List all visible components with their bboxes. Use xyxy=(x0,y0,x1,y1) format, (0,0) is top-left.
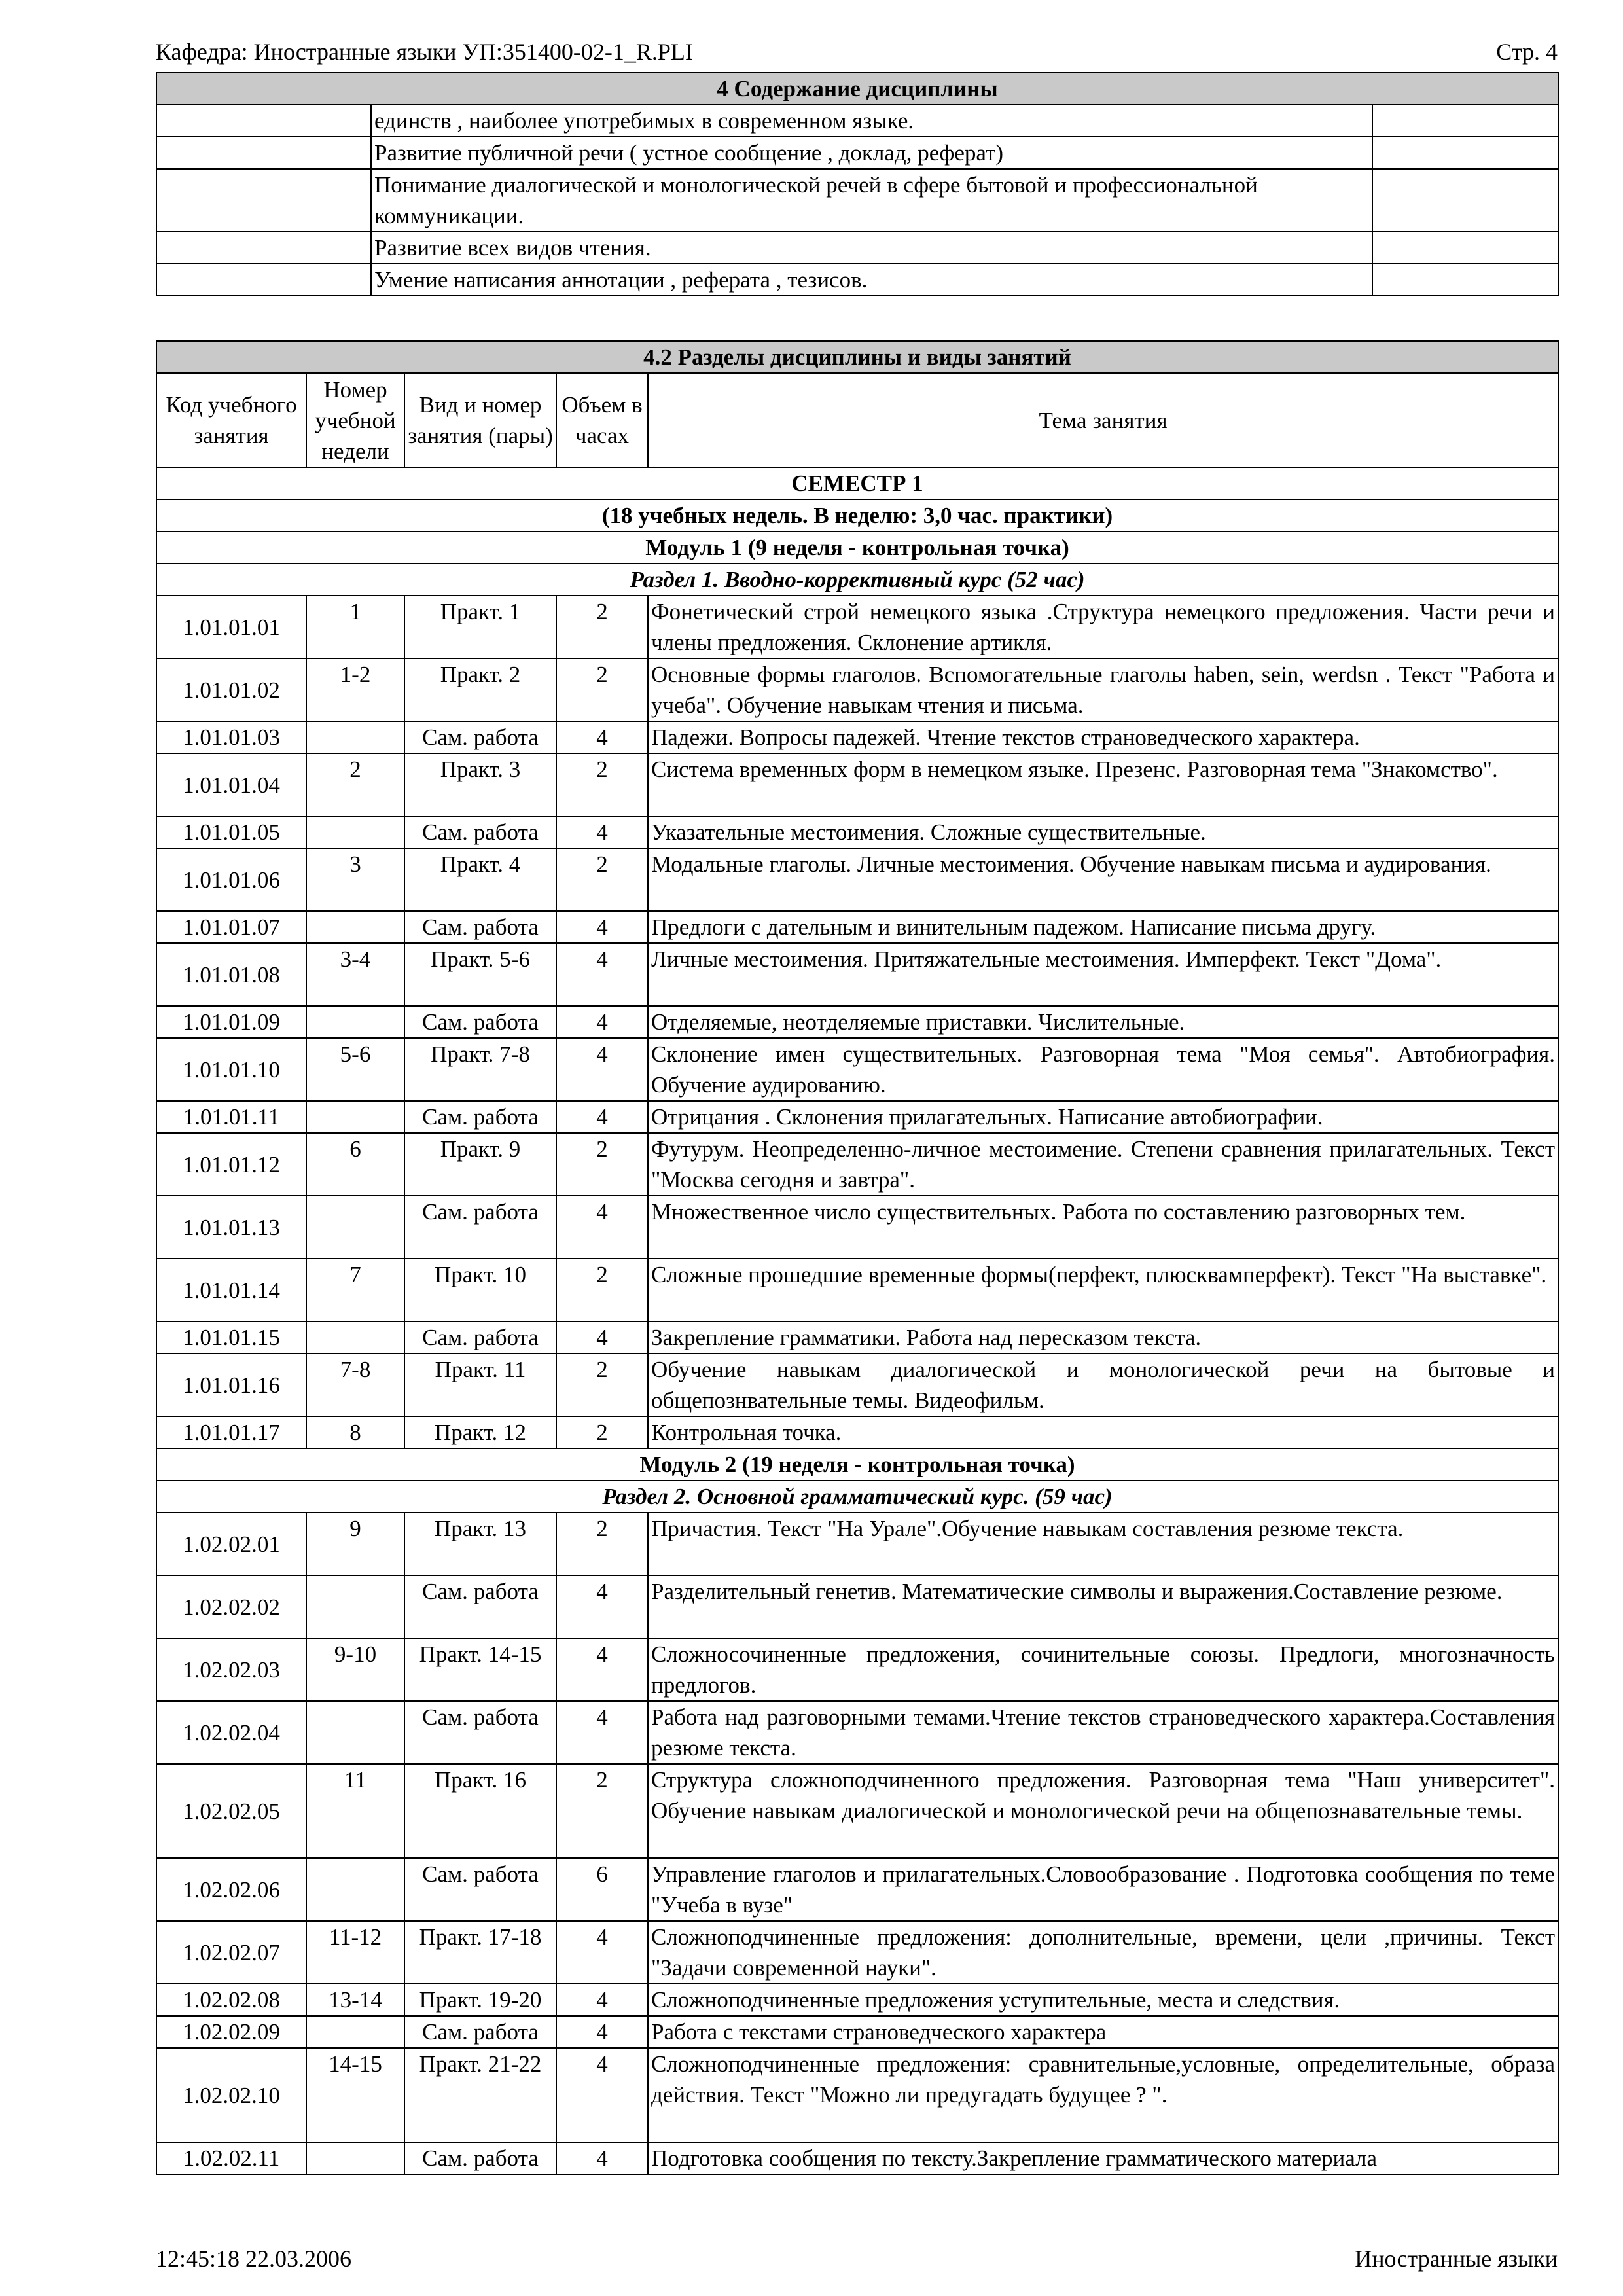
lesson-topic: Причастия. Текст "На Урале".Обучение навыкам составления резюме текста. xyxy=(648,1513,1558,1575)
lesson-code: 1.01.01.12 xyxy=(156,1133,306,1196)
content-text: Развитие всех видов чтения. xyxy=(371,232,1372,264)
lesson-code: 1.01.01.13 xyxy=(156,1196,306,1259)
col-week-header: Номер учебной недели xyxy=(306,373,404,467)
table-row xyxy=(156,1575,1558,1638)
table-row xyxy=(156,1638,1558,1701)
lesson-hours: 4 xyxy=(556,1038,648,1101)
table-row xyxy=(156,596,1558,658)
lesson-kind: Практ. 16 xyxy=(404,1764,556,1858)
content-title: 4 Содержание дисциплины xyxy=(156,73,1558,105)
sections-body xyxy=(156,467,1558,2174)
lesson-hours: 4 xyxy=(556,1321,648,1354)
week-number xyxy=(306,1006,404,1038)
lesson-code: 1.01.01.02 xyxy=(156,658,306,721)
lesson-kind: Практ. 19-20 xyxy=(404,1984,556,2016)
lesson-code: 1.01.01.11 xyxy=(156,1101,306,1133)
week-number: 9 xyxy=(306,1513,404,1575)
lesson-hours: 4 xyxy=(556,1101,648,1133)
lesson-hours: 2 xyxy=(556,1416,648,1448)
lesson-topic: Работа с текстами страноведческого характера xyxy=(648,2016,1558,2048)
lesson-kind: Практ. 12 xyxy=(404,1416,556,1448)
lesson-kind: Практ. 2 xyxy=(404,658,556,721)
content-row xyxy=(156,169,1558,232)
lesson-hours: 4 xyxy=(556,943,648,1006)
lesson-code: 1.02.02.10 xyxy=(156,2048,306,2142)
footer-department: Иностранные языки xyxy=(1355,2246,1558,2272)
section-2-label: Раздел 2. Основной грамматический курс. (59 час) xyxy=(156,1480,1558,1513)
lesson-code: 1.02.02.04 xyxy=(156,1701,306,1764)
content-text: Умение написания аннотации , реферата , тезисов. xyxy=(371,264,1372,296)
lesson-topic: Футурум. Неопределенно-личное местоимение. Степени сравнения прилагательных. Текст "Москва сегодня и завтра". xyxy=(648,1133,1558,1196)
lesson-kind: Практ. 5-6 xyxy=(404,943,556,1006)
page-number: Стр. 4 xyxy=(1496,39,1558,65)
module-1-label: Модуль 1 (9 неделя - контрольная точка) xyxy=(156,531,1558,564)
lesson-kind: Практ. 17-18 xyxy=(404,1921,556,1984)
section-1-label-row xyxy=(156,564,1558,596)
lesson-kind: Сам. работа xyxy=(404,911,556,943)
lesson-code: 1.01.01.03 xyxy=(156,721,306,753)
lesson-kind: Практ. 4 xyxy=(404,848,556,911)
week-number xyxy=(306,1101,404,1133)
week-number: 2 xyxy=(306,753,404,816)
lesson-kind: Сам. работа xyxy=(404,1701,556,1764)
week-number xyxy=(306,1575,404,1638)
lesson-kind: Практ. 3 xyxy=(404,753,556,816)
lesson-hours: 4 xyxy=(556,1638,648,1701)
lesson-hours: 4 xyxy=(556,2142,648,2174)
lesson-code: 1.01.01.01 xyxy=(156,596,306,658)
lesson-hours: 4 xyxy=(556,1196,648,1259)
content-table xyxy=(156,72,1559,296)
lesson-kind: Практ. 14-15 xyxy=(404,1638,556,1701)
lesson-code: 1.01.01.09 xyxy=(156,1006,306,1038)
section-1-label: Раздел 1. Вводно-коррективный курс (52 час) xyxy=(156,564,1558,596)
lesson-topic: Подготовка сообщения по тексту.Закрепление грамматического материала xyxy=(648,2142,1558,2174)
week-number xyxy=(306,911,404,943)
lesson-code: 1.01.01.16 xyxy=(156,1354,306,1416)
lesson-hours: 2 xyxy=(556,596,648,658)
lesson-kind: Практ. 21-22 xyxy=(404,2048,556,2142)
lesson-topic: Сложносочиненные предложения, сочинительные союзы. Предлоги, многозначность предлогов. xyxy=(648,1638,1558,1701)
lesson-kind: Практ. 1 xyxy=(404,596,556,658)
week-number: 3 xyxy=(306,848,404,911)
lesson-hours: 4 xyxy=(556,1921,648,1984)
week-number: 9-10 xyxy=(306,1638,404,1701)
lesson-hours: 2 xyxy=(556,753,648,816)
table-row xyxy=(156,1921,1558,1984)
lesson-topic: Разделительный генетив. Математические символы и выражения.Составление резюме. xyxy=(648,1575,1558,1638)
lesson-hours: 6 xyxy=(556,1858,648,1921)
lesson-kind: Сам. работа xyxy=(404,2142,556,2174)
content-row xyxy=(156,105,1558,137)
semester-note-row xyxy=(156,499,1558,531)
lesson-topic: Сложные прошедшие временные формы(перфект, плюсквамперфект). Текст "На выставке". xyxy=(648,1259,1558,1321)
lesson-topic: Предлоги с дательным и винительным падежом. Написание письма другу. xyxy=(648,911,1558,943)
table-row xyxy=(156,1321,1558,1354)
lesson-hours: 4 xyxy=(556,1984,648,2016)
lesson-hours: 4 xyxy=(556,721,648,753)
week-number: 11 xyxy=(306,1764,404,1858)
page-footer xyxy=(156,2245,1558,2278)
content-text: Развитие публичной речи ( устное сообщение , доклад, реферат) xyxy=(371,137,1372,169)
week-number: 6 xyxy=(306,1133,404,1196)
table-row xyxy=(156,1101,1558,1133)
lesson-code: 1.02.02.02 xyxy=(156,1575,306,1638)
table-row xyxy=(156,658,1558,721)
table-row xyxy=(156,1416,1558,1448)
lesson-topic: Отрицания . Склонения прилагательных. Написание автобиографии. xyxy=(648,1101,1558,1133)
lesson-code: 1.02.02.05 xyxy=(156,1764,306,1858)
semester-note: (18 учебных недель. В неделю: 3,0 час. практики) xyxy=(156,499,1558,531)
lesson-kind: Сам. работа xyxy=(404,1321,556,1354)
content-text: единств , наиболее употребимых в современном языке. xyxy=(371,105,1372,137)
sections-table xyxy=(156,340,1559,2175)
lesson-hours: 2 xyxy=(556,1133,648,1196)
lesson-topic: Личные местоимения. Притяжательные местоимения. Имперфект. Текст "Дома". xyxy=(648,943,1558,1006)
week-number xyxy=(306,816,404,848)
table-row xyxy=(156,1858,1558,1921)
lesson-code: 1.02.02.03 xyxy=(156,1638,306,1701)
lesson-kind: Сам. работа xyxy=(404,2016,556,2048)
content-row xyxy=(156,137,1558,169)
lesson-kind: Сам. работа xyxy=(404,1858,556,1921)
table-row xyxy=(156,1984,1558,2016)
module-2-label-row xyxy=(156,1448,1558,1480)
week-number xyxy=(306,721,404,753)
lesson-topic: Работа над разговорными темами.Чтение текстов страноведческого характера.Составления резюме текста. xyxy=(648,1701,1558,1764)
lesson-topic: Управление глаголов и прилагательных.Словообразование . Подготовка сообщения по теме "Учеба в вузе" xyxy=(648,1858,1558,1921)
table-row xyxy=(156,1701,1558,1764)
lesson-code: 1.02.02.11 xyxy=(156,2142,306,2174)
page-header xyxy=(156,38,1558,72)
lesson-topic: Контрольная точка. xyxy=(648,1416,1558,1448)
lesson-code: 1.01.01.17 xyxy=(156,1416,306,1448)
table-row xyxy=(156,943,1558,1006)
table-row xyxy=(156,1513,1558,1575)
table-row xyxy=(156,848,1558,911)
week-number: 13-14 xyxy=(306,1984,404,2016)
table-row xyxy=(156,911,1558,943)
lesson-topic: Отделяемые, неотделяемые приставки. Числительные. xyxy=(648,1006,1558,1038)
week-number: 7-8 xyxy=(306,1354,404,1416)
lesson-hours: 4 xyxy=(556,816,648,848)
week-number: 11-12 xyxy=(306,1921,404,1984)
lesson-kind: Сам. работа xyxy=(404,1575,556,1638)
lesson-kind: Сам. работа xyxy=(404,721,556,753)
lesson-topic: Сложноподчиненные предложения уступительные, места и следствия. xyxy=(648,1984,1558,2016)
lesson-code: 1.01.01.15 xyxy=(156,1321,306,1354)
lesson-topic: Закрепление грамматики. Работа над пересказом текста. xyxy=(648,1321,1558,1354)
lesson-topic: Множественное число существительных. Работа по составлению разговорных тем. xyxy=(648,1196,1558,1259)
week-number xyxy=(306,1701,404,1764)
lesson-topic: Основные формы глаголов. Вспомогательные глаголы haben, sein, werdsn . Текст "Работа и учеба". Обучение навыкам чтения и письма. xyxy=(648,658,1558,721)
lesson-hours: 4 xyxy=(556,2048,648,2142)
lesson-topic: Система временных форм в немецком языке. Презенс. Разговорная тема "Знакомство". xyxy=(648,753,1558,816)
lesson-kind: Практ. 7-8 xyxy=(404,1038,556,1101)
table-row xyxy=(156,2142,1558,2174)
week-number: 14-15 xyxy=(306,2048,404,2142)
content-row xyxy=(156,232,1558,264)
lesson-code: 1.01.01.14 xyxy=(156,1259,306,1321)
lesson-topic: Склонение имен существительных. Разговорная тема "Моя семья". Автобиография. Обучение аудированию. xyxy=(648,1038,1558,1101)
lesson-hours: 4 xyxy=(556,1701,648,1764)
column-header-row xyxy=(156,373,1558,467)
lesson-code: 1.01.01.05 xyxy=(156,816,306,848)
lesson-code: 1.01.01.06 xyxy=(156,848,306,911)
lesson-topic: Обучение навыкам диалогической и монологической речи на бытовые и общепознвательные темы. Видеофильм. xyxy=(648,1354,1558,1416)
semester-label: СЕМЕСТР 1 xyxy=(156,467,1558,499)
lesson-code: 1.01.01.10 xyxy=(156,1038,306,1101)
lesson-kind: Практ. 13 xyxy=(404,1513,556,1575)
lesson-hours: 4 xyxy=(556,911,648,943)
lesson-hours: 2 xyxy=(556,1259,648,1321)
week-number: 5-6 xyxy=(306,1038,404,1101)
lesson-topic: Сложноподчиненные предложения: дополнительные, времени, цели ,причины. Текст "Задачи современной науки". xyxy=(648,1921,1558,1984)
lesson-hours: 2 xyxy=(556,658,648,721)
lesson-topic: Указательные местоимения. Сложные существительные. xyxy=(648,816,1558,848)
week-number xyxy=(306,2016,404,2048)
table-row xyxy=(156,1259,1558,1321)
lesson-kind: Практ. 11 xyxy=(404,1354,556,1416)
week-number: 1-2 xyxy=(306,658,404,721)
table-row xyxy=(156,2048,1558,2142)
module-1-label-row xyxy=(156,531,1558,564)
lesson-code: 1.02.02.07 xyxy=(156,1921,306,1984)
week-number: 8 xyxy=(306,1416,404,1448)
table-row xyxy=(156,721,1558,753)
lesson-hours: 2 xyxy=(556,1354,648,1416)
week-number: 1 xyxy=(306,596,404,658)
lesson-code: 1.01.01.07 xyxy=(156,911,306,943)
table-row xyxy=(156,753,1558,816)
week-number xyxy=(306,1196,404,1259)
lesson-topic: Фонетический строй немецкого языка .Структура немецкого предложения. Части речи и члены предложения. Склонение артикля. xyxy=(648,596,1558,658)
col-hours-header: Объем в часах xyxy=(556,373,648,467)
section-2-label-row xyxy=(156,1480,1558,1513)
lesson-kind: Практ. 9 xyxy=(404,1133,556,1196)
table-row xyxy=(156,2016,1558,2048)
lesson-hours: 2 xyxy=(556,1764,648,1858)
table-row xyxy=(156,1006,1558,1038)
week-number: 3-4 xyxy=(306,943,404,1006)
lesson-code: 1.02.02.06 xyxy=(156,1858,306,1921)
module-2-label: Модуль 2 (19 неделя - контрольная точка) xyxy=(156,1448,1558,1480)
table-row xyxy=(156,1038,1558,1101)
col-code-header: Код учебного занятия xyxy=(156,373,306,467)
col-topic-header: Тема занятия xyxy=(648,373,1558,467)
lesson-topic: Структура сложноподчиненного предложения. Разговорная тема "Наш университет". Обучение навыкам диалогической и монологической речи на общепознавательные темы. xyxy=(648,1764,1558,1858)
table-row xyxy=(156,1133,1558,1196)
lesson-kind: Сам. работа xyxy=(404,816,556,848)
lesson-code: 1.02.02.01 xyxy=(156,1513,306,1575)
lesson-kind: Сам. работа xyxy=(404,1101,556,1133)
lesson-hours: 4 xyxy=(556,1575,648,1638)
lesson-hours: 2 xyxy=(556,848,648,911)
lesson-code: 1.02.02.08 xyxy=(156,1984,306,2016)
table-row xyxy=(156,1354,1558,1416)
lesson-topic: Сложноподчиненные предложения: сравнительные,условные, определительные, образа действия. Текст "Можно ли предугадать будущее ? ". xyxy=(648,2048,1558,2142)
table-row xyxy=(156,816,1558,848)
sections-title: 4.2 Разделы дисциплины и виды занятий xyxy=(156,341,1558,373)
lesson-topic: Модальные глаголы. Личные местоимения. Обучение навыкам письма и аудирования. xyxy=(648,848,1558,911)
lesson-code: 1.01.01.08 xyxy=(156,943,306,1006)
table-row xyxy=(156,1196,1558,1259)
content-row xyxy=(156,264,1558,296)
lesson-code: 1.01.01.04 xyxy=(156,753,306,816)
lesson-hours: 4 xyxy=(556,1006,648,1038)
week-number xyxy=(306,2142,404,2174)
lesson-hours: 2 xyxy=(556,1513,648,1575)
week-number: 7 xyxy=(306,1259,404,1321)
week-number xyxy=(306,1858,404,1921)
semester-label-row xyxy=(156,467,1558,499)
table-row xyxy=(156,1764,1558,1858)
timestamp: 12:45:18 22.03.2006 xyxy=(156,2246,352,2272)
lesson-topic: Падежи. Вопросы падежей. Чтение текстов страноведческого характера. xyxy=(648,721,1558,753)
col-kind-header: Вид и номер занятия (пары) xyxy=(404,373,556,467)
lesson-kind: Сам. работа xyxy=(404,1006,556,1038)
week-number xyxy=(306,1321,404,1354)
lesson-code: 1.02.02.09 xyxy=(156,2016,306,2048)
lesson-hours: 4 xyxy=(556,2016,648,2048)
department-label: Кафедра: Иностранные языки УП:351400-02-1_R.PLI xyxy=(156,39,693,65)
lesson-kind: Практ. 10 xyxy=(404,1259,556,1321)
content-text: Понимание диалогической и монологической речей в сфере бытовой и профессиональной коммуникации. xyxy=(371,169,1372,232)
lesson-kind: Сам. работа xyxy=(404,1196,556,1259)
